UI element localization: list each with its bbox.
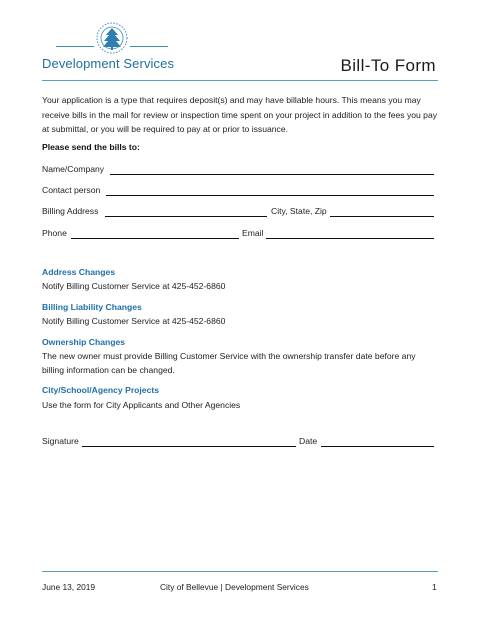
header-rule <box>42 80 438 81</box>
section-text: Use the form for City Applicants and Other Agencies <box>42 400 241 410</box>
logo-text: Development Services <box>42 56 175 71</box>
footer-date: June 13, 2019 <box>42 582 96 592</box>
name-company-row <box>42 164 434 176</box>
email-field[interactable] <box>266 238 434 239</box>
email-label: Email <box>242 228 264 238</box>
signature-label: Signature <box>42 436 79 446</box>
date-field[interactable] <box>321 446 434 447</box>
development-services-logo <box>42 20 182 75</box>
billing-address-row <box>42 206 434 218</box>
name-company-label: Name/Company <box>42 164 105 174</box>
city-seal-tree-icon <box>86 20 138 56</box>
footer-center: City of Bellevue | Development Services <box>160 582 309 592</box>
phone-label: Phone <box>42 228 67 238</box>
signature-field[interactable] <box>82 446 296 447</box>
footer-page-number: 1 <box>432 582 437 592</box>
page-title: Bill-To Form <box>340 56 436 75</box>
name-company-field[interactable] <box>110 174 434 175</box>
section-text: The new owner must provide Billing Customer Service with the ownership transfer date before any billing information can be changed. <box>42 351 416 375</box>
city-state-zip-label: City, State, Zip <box>271 206 327 216</box>
signature-date-row <box>42 436 434 448</box>
section-heading: Address Changes <box>42 267 116 277</box>
phone-field[interactable] <box>71 238 239 239</box>
section-heading: Billing Liability Changes <box>42 302 142 312</box>
section-text: Notify Billing Customer Service at 425-452-6860 <box>42 281 226 291</box>
contact-person-row <box>42 185 434 197</box>
contact-person-field[interactable] <box>106 195 434 196</box>
section-heading: Ownership Changes <box>42 337 126 347</box>
send-bills-heading: Please send the bills to: <box>42 142 140 152</box>
section-text: Notify Billing Customer Service at 425-452-6860 <box>42 316 226 326</box>
billing-address-label: Billing Address <box>42 206 99 216</box>
city-state-zip-field[interactable] <box>330 216 434 217</box>
contact-person-label: Contact person <box>42 185 101 195</box>
section-heading: City/School/Agency Projects <box>42 385 160 395</box>
billing-address-field[interactable] <box>105 216 267 217</box>
phone-email-row <box>42 228 434 240</box>
date-label: Date <box>299 436 318 446</box>
intro-paragraph: Your application is a type that requires deposit(s) and may have billable hours. This means you may receive bills in the mail for review or inspection time spent on your project in addition to the fees you pay at submittal, or you will be required to pay at or prior to issuance. <box>42 95 438 134</box>
footer-rule <box>42 571 438 572</box>
